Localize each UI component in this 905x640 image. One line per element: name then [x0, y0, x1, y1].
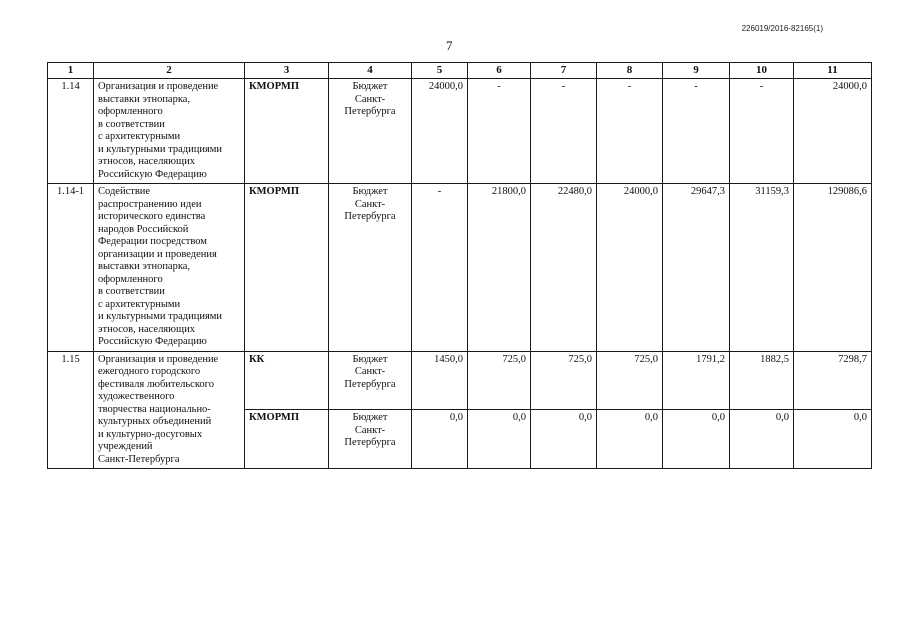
- text-line: Бюджет: [352, 353, 388, 365]
- column-header: 11: [794, 63, 872, 79]
- activity-name: [94, 351, 245, 469]
- text-line: в соответствии: [98, 118, 165, 130]
- value-cell: -: [531, 79, 597, 184]
- text-line: народов Российской: [98, 223, 189, 235]
- table-row: [48, 184, 872, 352]
- page-number: 7: [446, 38, 453, 53]
- text-line: Петербурга: [344, 211, 396, 222]
- text-line: творчества национально-: [98, 403, 211, 415]
- text-line: Организация и проведение: [98, 81, 219, 92]
- text-line: этносов, населяющих: [98, 323, 195, 335]
- program-table: [47, 62, 872, 469]
- text-line: выставки этнопарка,: [98, 261, 191, 272]
- value-cell: 0,0: [412, 410, 468, 469]
- value-cell: -: [597, 79, 663, 184]
- text-line: Санкт-Петербурга: [98, 453, 180, 465]
- text-line: Федерации посредством: [98, 236, 207, 247]
- executor-cell: КМОРМП: [245, 410, 329, 469]
- value-cell: 725,0: [597, 351, 663, 410]
- column-header: 5: [412, 63, 468, 79]
- text-line: Петербурга: [344, 378, 396, 390]
- value-cell: 725,0: [468, 351, 531, 410]
- text-line: оформленного: [98, 106, 163, 117]
- value-cell: 7298,7: [794, 351, 872, 410]
- value-cell: 1791,2: [663, 351, 730, 410]
- text-line: с архитектурными: [98, 131, 181, 142]
- text-line: Бюджет: [352, 412, 388, 424]
- value-cell: 1450,0: [412, 351, 468, 410]
- text-line: Санкт-: [354, 424, 386, 436]
- column-header: 3: [245, 63, 329, 79]
- column-header: 6: [468, 63, 531, 79]
- column-header: 9: [663, 63, 730, 79]
- value-cell: -: [663, 79, 730, 184]
- column-header: 8: [597, 63, 663, 79]
- value-cell: 129086,6: [794, 184, 872, 352]
- text-line: учреждений: [98, 441, 153, 452]
- table-row: [48, 79, 872, 184]
- column-header: 4: [329, 63, 412, 79]
- text-line: художественного: [98, 391, 175, 402]
- text-line: Организация и проведение: [98, 353, 219, 365]
- value-cell: 29647,3: [663, 184, 730, 352]
- value-cell: 1882,5: [730, 351, 794, 410]
- value-cell: 24000,0: [794, 79, 872, 184]
- text-line: Санкт-: [354, 366, 386, 377]
- value-cell: 24000,0: [597, 184, 663, 352]
- row-number: 1.14: [48, 79, 94, 184]
- column-header: 10: [730, 63, 794, 79]
- value-cell: 21800,0: [468, 184, 531, 352]
- value-cell: 0,0: [663, 410, 730, 469]
- text-line: и культурными традициями: [98, 311, 223, 322]
- executor-cell: КК: [245, 351, 329, 410]
- value-cell: -: [468, 79, 531, 184]
- row-number: 1.14-1: [48, 184, 94, 352]
- text-line: Бюджет: [352, 81, 388, 92]
- text-line: в соответствии: [98, 286, 165, 297]
- text-line: Петербурга: [344, 106, 396, 117]
- funding-source-cell: [329, 351, 412, 410]
- value-cell: 0,0: [597, 410, 663, 469]
- text-line: ежегодного городского: [98, 366, 201, 377]
- text-line: Петербурга: [344, 437, 396, 449]
- value-cell: -: [730, 79, 794, 184]
- text-line: выставки этнопарка,: [98, 93, 191, 105]
- text-line: с архитектурными: [98, 298, 181, 310]
- row-number: 1.15: [48, 351, 94, 469]
- column-header: 7: [531, 63, 597, 79]
- executor-cell: КМОРМП: [245, 184, 329, 352]
- table-row: [48, 351, 872, 410]
- text-line: организации и проведения: [98, 248, 217, 260]
- text-line: Содействие: [98, 186, 151, 197]
- column-header: 2: [94, 63, 245, 79]
- funding-source-cell: [329, 184, 412, 352]
- funding-source-cell: [329, 410, 412, 469]
- text-line: фестиваля любительского: [98, 378, 214, 390]
- text-line: этносов, населяющих: [98, 156, 195, 167]
- value-cell: 31159,3: [730, 184, 794, 352]
- funding-source-cell: [329, 79, 412, 184]
- text-line: и культурными традициями: [98, 143, 223, 155]
- value-cell: 0,0: [730, 410, 794, 469]
- text-line: исторического единства: [98, 211, 206, 222]
- activity-name: [94, 184, 245, 352]
- activity-name: [94, 79, 245, 184]
- text-line: Российскую Федерацию: [98, 336, 207, 347]
- document-id: 226019/2016-82165(1): [741, 24, 823, 33]
- value-cell: -: [412, 184, 468, 352]
- text-line: и культурно-досуговых: [98, 428, 203, 440]
- value-cell: 0,0: [531, 410, 597, 469]
- value-cell: 24000,0: [412, 79, 468, 184]
- header-row: [48, 63, 872, 79]
- text-line: распространению идеи: [98, 198, 202, 210]
- value-cell: 0,0: [794, 410, 872, 469]
- text-line: культурных объединений: [98, 416, 212, 427]
- text-line: Санкт-: [354, 93, 386, 105]
- text-line: Российскую Федерацию: [98, 168, 207, 180]
- text-line: оформленного: [98, 273, 163, 285]
- text-line: Санкт-: [354, 198, 386, 210]
- value-cell: 725,0: [531, 351, 597, 410]
- text-line: Бюджет: [352, 186, 388, 197]
- value-cell: 0,0: [468, 410, 531, 469]
- executor-cell: КМОРМП: [245, 79, 329, 184]
- value-cell: 22480,0: [531, 184, 597, 352]
- column-header: 1: [48, 63, 94, 79]
